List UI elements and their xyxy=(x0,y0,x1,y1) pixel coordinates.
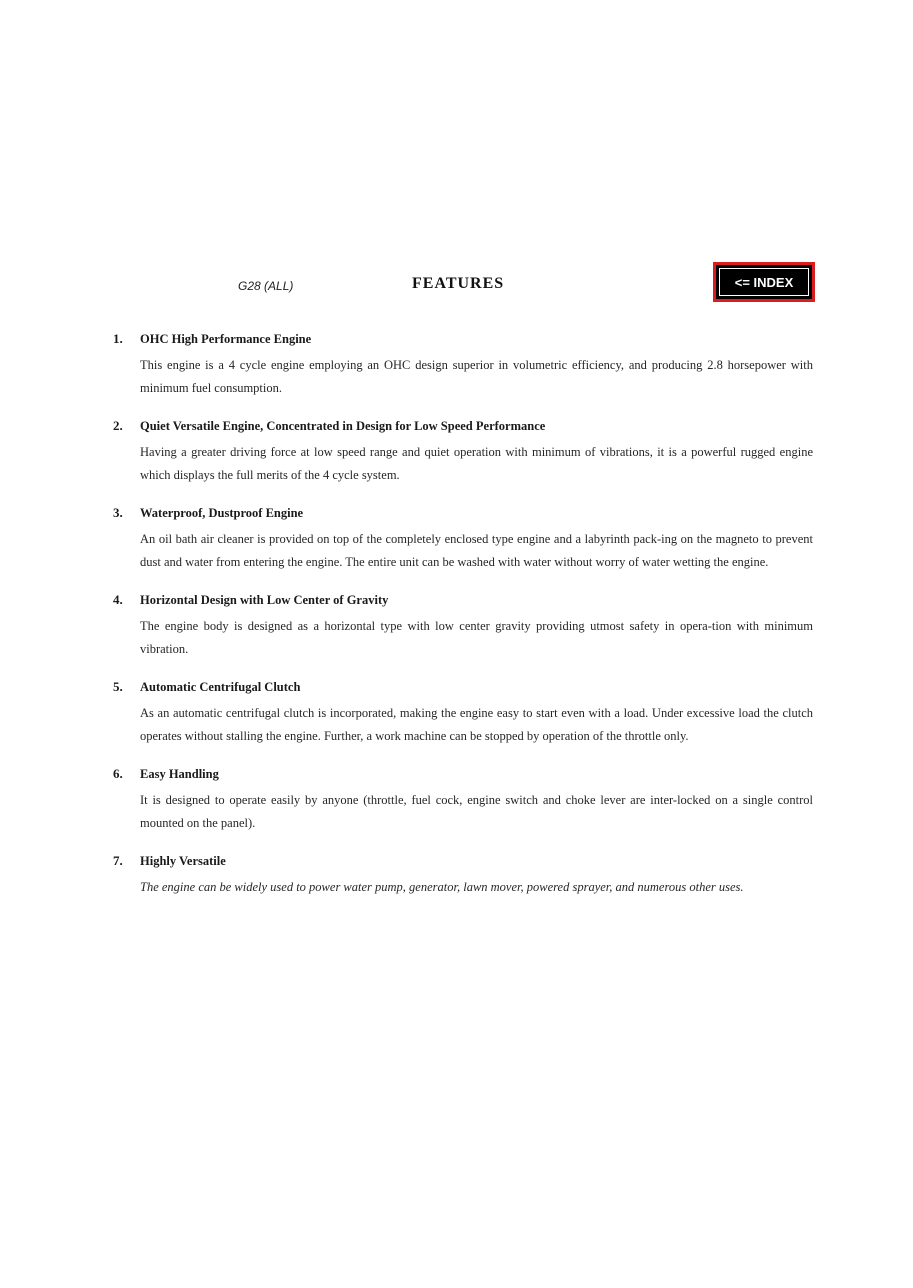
feature-number: 5. xyxy=(113,679,123,694)
feature-body: The engine body is designed as a horizontal type with low center gravity providing utmost safety in opera-tion with minimum vibration. xyxy=(140,619,813,656)
feature-number: 7. xyxy=(113,853,123,868)
feature-body: Having a greater driving force at low speed range and quiet operation with minimum of vibrations, it is a powerful rugged engine which displays the full merits of the 4 cycle system. xyxy=(140,445,813,482)
feature-number: 4. xyxy=(113,592,123,607)
feature-body: An oil bath air cleaner is provided on top of the completely enclosed type engine and a labyrinth pack-ing on the magneto to prevent dust and water from entering the engine. The entire unit can be washed with water without worry of water wetting the engine. xyxy=(140,532,813,569)
feature-heading: Highly Versatile xyxy=(140,854,226,868)
feature-body: The engine can be widely used to power water pump, generator, lawn mover, powered sprayer, and numerous other uses. xyxy=(140,880,744,894)
feature-number: 1. xyxy=(113,331,123,346)
feature-item xyxy=(113,676,813,747)
feature-item xyxy=(113,415,813,486)
feature-number: 2. xyxy=(113,418,123,433)
page-title: FEATURES xyxy=(412,275,505,292)
feature-body: It is designed to operate easily by anyone (throttle, fuel cock, engine switch and choke lever are inter-locked on a single control mounted on the panel). xyxy=(140,793,813,830)
feature-heading: OHC High Performance Engine xyxy=(140,332,312,346)
model-label: G28 (ALL) xyxy=(238,279,294,293)
index-button-label: <= INDEX xyxy=(719,268,809,296)
feature-number: 6. xyxy=(113,766,123,781)
features-list xyxy=(113,328,813,899)
feature-number: 3. xyxy=(113,505,123,520)
feature-body: As an automatic centrifugal clutch is incorporated, making the engine easy to start even with a load. Under excessive load the clutch operates without stalling the engine. Further, a work machine can be stopped by operation of the throttle only. xyxy=(140,706,813,743)
feature-item xyxy=(113,850,813,899)
feature-item xyxy=(113,502,813,573)
feature-body: This engine is a 4 cycle engine employing an OHC design superior in volumetric efficiency, and producing 2.8 horsepower with minimum fuel consumption. xyxy=(140,358,813,395)
feature-item xyxy=(113,328,813,399)
index-button[interactable] xyxy=(713,262,815,302)
feature-item xyxy=(113,589,813,660)
feature-heading: Easy Handling xyxy=(140,767,219,781)
feature-heading: Automatic Centrifugal Clutch xyxy=(140,680,301,694)
feature-heading: Horizontal Design with Low Center of Gravity xyxy=(140,593,389,607)
feature-heading: Quiet Versatile Engine, Concentrated in Design for Low Speed Performance xyxy=(140,419,546,433)
feature-item xyxy=(113,763,813,834)
feature-heading: Waterproof, Dustproof Engine xyxy=(140,506,304,520)
